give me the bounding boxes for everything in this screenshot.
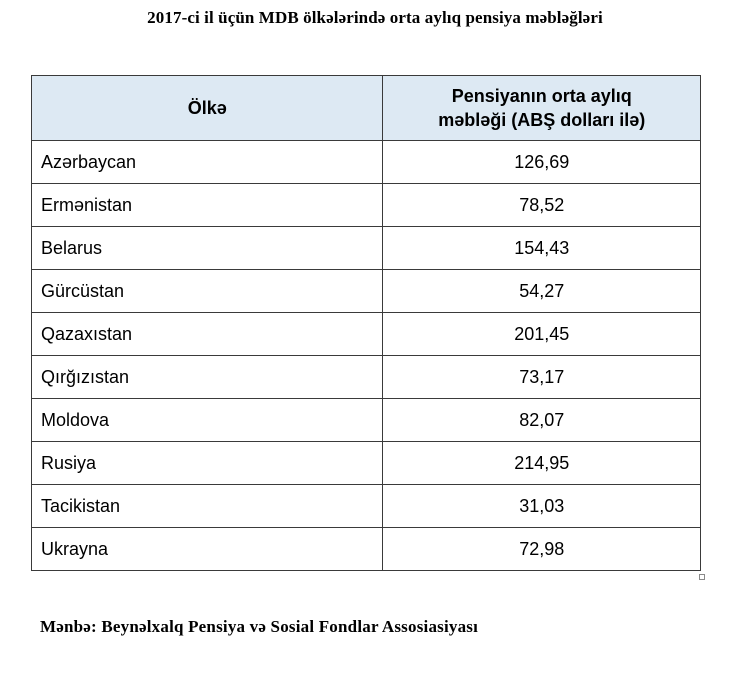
pension-value-cell: 54,27 bbox=[383, 270, 701, 313]
table-row bbox=[32, 442, 701, 485]
table-row bbox=[32, 356, 701, 399]
table-row bbox=[32, 528, 701, 571]
page-title: 2017-ci il üçün MDB ölkələrində orta aylıq pensiya məbləğləri bbox=[147, 8, 603, 27]
table-row bbox=[32, 141, 701, 184]
table-header-row bbox=[32, 76, 701, 141]
country-cell: Qırğızıstan bbox=[32, 356, 383, 399]
pension-header-line-2: məbləği (ABŞ dolları ilə) bbox=[438, 110, 646, 130]
pension-column-header bbox=[383, 76, 701, 141]
table-row bbox=[32, 313, 701, 356]
table-resize-handle[interactable] bbox=[699, 574, 705, 580]
source-note: Mənbə: Beynəlxalq Pensiya və Sosial Fondlar Assosiasiyası bbox=[40, 617, 479, 636]
table-row bbox=[32, 184, 701, 227]
country-cell: Rusiya bbox=[32, 442, 383, 485]
country-cell: Gürcüstan bbox=[32, 270, 383, 313]
table-row bbox=[32, 270, 701, 313]
pension-header-line-1: Pensiyanın orta aylıq bbox=[451, 86, 632, 106]
pension-value-cell: 154,43 bbox=[383, 227, 701, 270]
pension-value-cell: 73,17 bbox=[383, 356, 701, 399]
country-column-header: Ölkə bbox=[32, 76, 383, 141]
country-cell: Qazaxıstan bbox=[32, 313, 383, 356]
country-cell: Ermənistan bbox=[32, 184, 383, 227]
pension-value-cell: 82,07 bbox=[383, 399, 701, 442]
pension-table bbox=[31, 75, 701, 571]
country-cell: Moldova bbox=[32, 399, 383, 442]
table-row bbox=[32, 399, 701, 442]
pension-value-cell: 72,98 bbox=[383, 528, 701, 571]
pension-value-cell: 78,52 bbox=[383, 184, 701, 227]
pension-value-cell: 126,69 bbox=[383, 141, 701, 184]
pension-value-cell: 201,45 bbox=[383, 313, 701, 356]
table-row bbox=[32, 485, 701, 528]
country-cell: Belarus bbox=[32, 227, 383, 270]
pension-value-cell: 31,03 bbox=[383, 485, 701, 528]
table-row bbox=[32, 227, 701, 270]
pension-value-cell: 214,95 bbox=[383, 442, 701, 485]
country-cell: Tacikistan bbox=[32, 485, 383, 528]
country-cell: Azərbaycan bbox=[32, 141, 383, 184]
country-cell: Ukrayna bbox=[32, 528, 383, 571]
